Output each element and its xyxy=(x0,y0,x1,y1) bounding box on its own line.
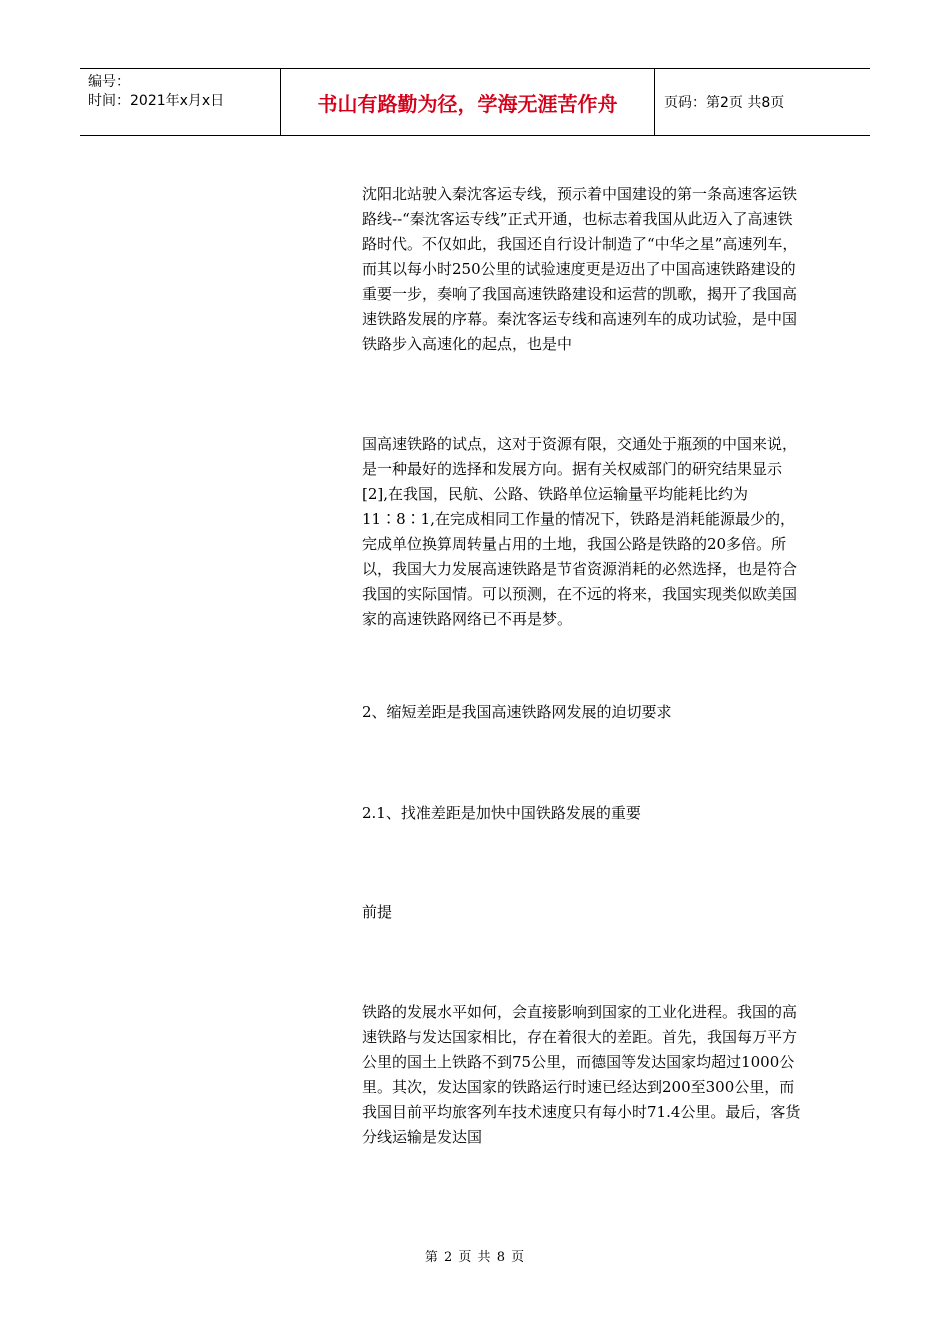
subsection-heading: 2.1、找准差距是加快中国铁路发展的重要 xyxy=(362,804,641,822)
section-heading: 2、缩短差距是我国高速铁路网发展的迫切要求 xyxy=(362,703,672,721)
header-meta-cell xyxy=(80,69,281,135)
header-page-info: 页码：第2页 共8页 xyxy=(664,95,785,111)
page-header xyxy=(80,68,870,136)
header-motto: 书山有路勤为径，学海无涯苦作舟 xyxy=(317,91,618,116)
header-motto-cell xyxy=(281,69,655,135)
document-number-label: 编号： xyxy=(88,74,130,90)
document-time-label: 时间：2021年x月x日 xyxy=(88,93,225,109)
body-paragraph: 沈阳北站驶入秦沈客运专线，预示着中国建设的第一条高速客运铁路线--“秦沈客运专线”正式开通，也标志着我国从此迈入了高速铁路时代。不仅如此，我国还自行设计制造了“中华之星”高速列车，而其以每小时250公里的试验速度更是迈出了中国高速铁路建设的重要一步，奏响了我国高速铁路建设和运营的凯歌，揭开了我国高速铁路发展的序幕。秦沈客运专线和高速列车的成功试验，是中国铁路步入高速化的起点，也是中 xyxy=(362,185,798,353)
header-page-cell xyxy=(655,69,870,135)
body-paragraph: 铁路的发展水平如何，会直接影响到国家的工业化进程。我国的高速铁路与发达国家相比，存在着很大的差距。首先，我国每万平方公里的国土上铁路不到75公里，而德国等发达国家均超过1000公里。其次，发达国家的铁路运行时速已经达到200至300公里，而我国目前平均旅客列车技术速度只有每小时71.4公里。最后，客货分线运输是发达国 xyxy=(362,1003,801,1146)
page-footer: 第 2 页 共 8 页 xyxy=(424,1250,526,1265)
document-body xyxy=(362,182,804,1150)
subsection-heading-continued: 前提 xyxy=(362,903,393,921)
body-paragraph: 国高速铁路的试点，这对于资源有限，交通处于瓶颈的中国来说，是一种最好的选择和发展方向。据有关权威部门的研究结果显示[2],在我国，民航、公路、铁路单位运输量平均能耗比约为11∶8∶1,在完成相同工作量的情况下，铁路是消耗能源最少的，完成单位换算周转量占用的土地，我国公路是铁路的20多倍。所以，我国大力发展高速铁路是节省资源消耗的必然选择，也是符合我国的实际国情。可以预测，在不远的将来，我国实现类似欧美国家的高速铁路网络已不再是梦。 xyxy=(362,435,798,628)
